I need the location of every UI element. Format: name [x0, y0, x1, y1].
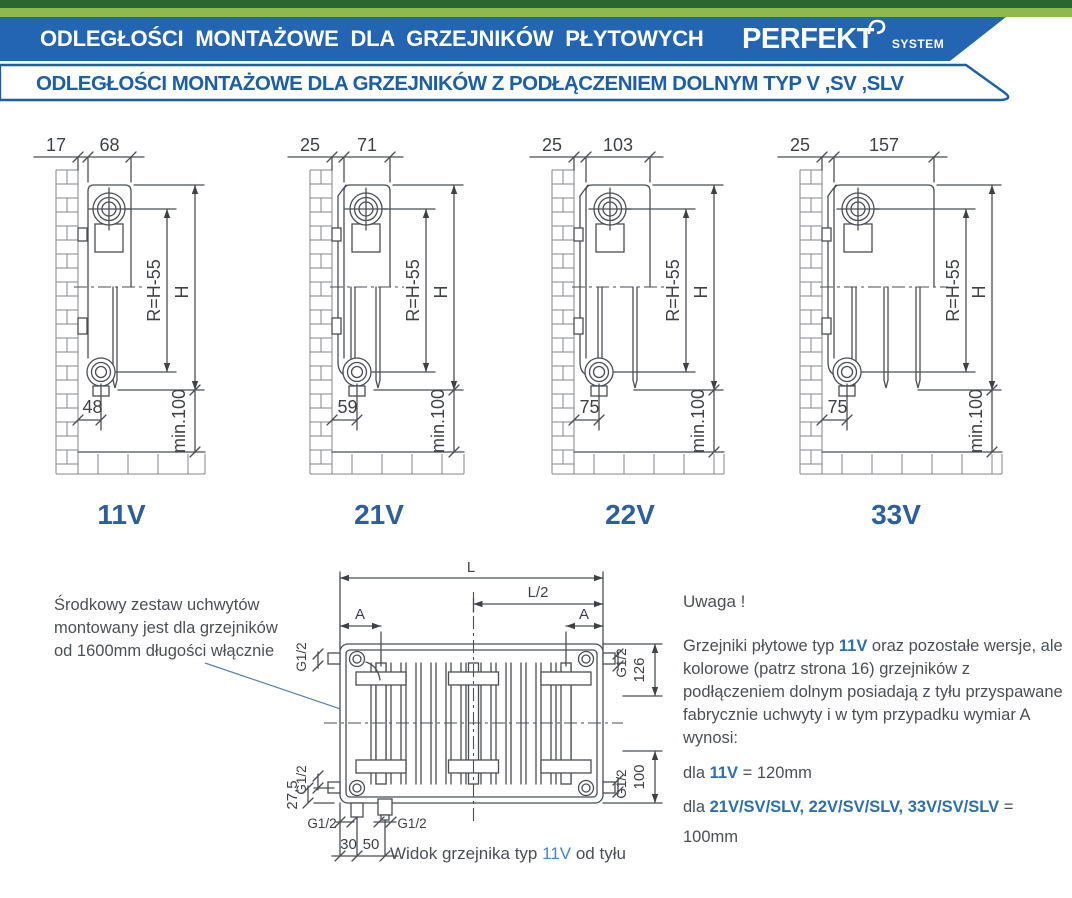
- radiator-body: [330, 185, 404, 396]
- brand-logo-sub: SYSTEM: [891, 37, 945, 51]
- svg-text:G1/2: G1/2: [614, 648, 629, 678]
- type-label: 11V: [97, 499, 146, 530]
- text-segment: oraz pozostałe wersje, ale kolorowe (patrz strona 16) grzejników z podłączeniem dolnym posiadają z tyłu przyspawane fabrycznie uchwyty i w tym przypadku wymiar A wynosi:: [683, 637, 1063, 747]
- text-segment: 11V: [709, 764, 739, 782]
- note-line: od 1600mm długości włącznie: [54, 642, 275, 660]
- svg-text:R=H-55: R=H-55: [403, 259, 423, 322]
- svg-text:59: 59: [337, 397, 358, 417]
- svg-text:157: 157: [868, 135, 900, 155]
- text-segment: dla: [683, 798, 710, 816]
- radiator-body: [572, 185, 664, 396]
- svg-text:G1/2: G1/2: [294, 765, 309, 795]
- svg-text:75: 75: [827, 397, 848, 417]
- svg-text:H: H: [691, 285, 711, 299]
- svg-text:R=H-55: R=H-55: [943, 259, 963, 322]
- svg-text:75: 75: [579, 397, 600, 417]
- svg-text:25: 25: [541, 135, 563, 155]
- floor-bricks: [310, 452, 464, 474]
- text-segment: 11V: [838, 637, 868, 655]
- svg-text:L: L: [466, 559, 476, 576]
- wall-bricks: [310, 170, 332, 474]
- rear-radiator: [328, 644, 615, 820]
- svg-text:G1/2: G1/2: [307, 816, 337, 831]
- svg-text:27,5: 27,5: [284, 780, 301, 810]
- type-label: 33V: [871, 499, 921, 530]
- svg-text:min.100: min.100: [966, 388, 986, 454]
- floor-bricks: [552, 452, 724, 474]
- svg-text:R=H-55: R=H-55: [663, 259, 683, 322]
- svg-text:min.100: min.100: [428, 388, 448, 454]
- wall-bricks: [800, 170, 822, 474]
- svg-text:30: 30: [340, 836, 357, 853]
- wall-bricks: [552, 170, 574, 474]
- svg-text:L/2: L/2: [527, 584, 549, 601]
- text-segment: = 120mm: [738, 764, 812, 782]
- warning-rule-other: [683, 792, 1065, 852]
- rear-caption: Widok grzejnika typ 11V od tyłu: [390, 844, 626, 863]
- svg-text:126: 126: [631, 657, 648, 683]
- svg-text:min.100: min.100: [688, 388, 708, 454]
- note-line: Środkowy zestaw uchwytów: [54, 596, 260, 614]
- radiator-body: [820, 185, 948, 396]
- svg-text:25: 25: [299, 135, 321, 155]
- svg-text:H: H: [969, 285, 989, 299]
- svg-text:50: 50: [362, 836, 380, 853]
- note-center-bracket: [54, 594, 324, 663]
- svg-text:H: H: [172, 285, 192, 299]
- text-segment: 21V/SV/SLV, 22V/SV/SLV, 33V/SV/SLV: [709, 798, 1000, 816]
- brand-logo-name: PERFEKT: [742, 23, 874, 55]
- diagram-22v: [512, 132, 772, 537]
- svg-text:min.100: min.100: [169, 388, 189, 454]
- radiator-body: [74, 185, 145, 396]
- svg-text:G1/2: G1/2: [294, 642, 309, 672]
- warning-rule-11v: [683, 758, 1065, 788]
- diagram-21v: [270, 132, 530, 537]
- svg-text:100: 100: [631, 764, 648, 790]
- page-title: ODLEGŁOŚCI MONTAŻOWE DLA GRZEJNIKÓW PŁYTOWYCH: [40, 26, 704, 51]
- svg-text:A: A: [354, 606, 366, 623]
- svg-text:71: 71: [356, 135, 378, 155]
- svg-text:A: A: [578, 606, 590, 623]
- note-line: montowany jest dla grzejników: [54, 619, 278, 637]
- text-segment: dla: [683, 764, 710, 782]
- note-warning: [683, 590, 1065, 852]
- text-segment: Grzejniki płytowe typ: [683, 637, 839, 655]
- svg-text:48: 48: [82, 397, 103, 417]
- text-segment: = 100mm: [683, 798, 1014, 846]
- svg-text:68: 68: [99, 135, 120, 155]
- section-subtitle: ODLEGŁOŚCI MONTAŻOWE DLA GRZEJNIKÓW Z PODŁĄCZENIEM DOLNYM TYP V ,SV ,SLV: [36, 72, 904, 95]
- brand-logo: [742, 23, 944, 56]
- svg-text:25: 25: [789, 135, 811, 155]
- svg-text:103: 103: [602, 135, 634, 155]
- svg-text:H: H: [431, 285, 451, 299]
- svg-text:G1/2: G1/2: [397, 816, 427, 831]
- diagram-11v: [16, 132, 276, 537]
- floor-bricks: [800, 452, 1002, 474]
- warning-paragraph: [683, 635, 1065, 750]
- svg-text:R=H-55: R=H-55: [144, 259, 164, 322]
- logo-swoosh-icon: [868, 18, 886, 38]
- svg-text:17: 17: [45, 135, 67, 155]
- svg-text:G1/2: G1/2: [614, 769, 629, 799]
- wall-bricks: [56, 170, 78, 474]
- type-label: 22V: [605, 499, 655, 530]
- warning-title: Uwaga !: [683, 592, 746, 611]
- diagram-33v: [760, 132, 1020, 537]
- type-label: 21V: [354, 499, 404, 530]
